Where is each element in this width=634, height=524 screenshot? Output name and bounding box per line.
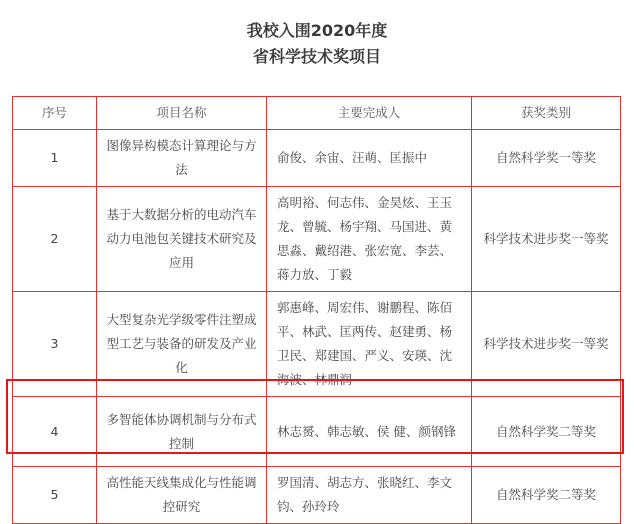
table-row <box>13 292 621 397</box>
row-people: 高明裕、何志伟、金昊炫、王玉龙、曾毓、杨宇翔、马国进、黄思淼、戴绍港、张宏宽、李芸、蒋力放、丁毅 <box>267 187 472 292</box>
table-row <box>13 130 621 187</box>
row-type: 自然科学奖一等奖 <box>472 130 621 187</box>
row-people: 郭惠峰、周宏伟、谢鹏程、陈佰平、林武、匡两传、赵建勇、杨卫民、郑建国、严义、安瑛、沈海波、林鼎润 <box>267 292 472 397</box>
table-header-row <box>13 97 621 130</box>
row-people: 俞俊、余宙、汪萌、匡振中 <box>267 130 472 187</box>
row-name: 多智能体协调机制与分布式控制 <box>97 397 267 467</box>
header-type: 获奖类别 <box>472 97 621 130</box>
row-name: 基于大数据分析的电动汽车动力电池包关键技术研究及应用 <box>97 187 267 292</box>
row-type: 科学技术进步奖一等奖 <box>472 292 621 397</box>
row-type: 自然科学奖二等奖 <box>472 467 621 524</box>
row-people: 林志赟、韩志敏、侯 健、颜钢锋 <box>267 397 472 467</box>
header-name: 项目名称 <box>97 97 267 130</box>
row-no: 2 <box>13 187 97 292</box>
row-name: 高性能天线集成化与性能调控研究 <box>97 467 267 524</box>
title-line-2: 省科学技术奖项目 <box>252 47 381 66</box>
header-no: 序号 <box>13 97 97 130</box>
row-type: 自然科学奖二等奖 <box>472 397 621 467</box>
row-people: 罗国清、胡志方、张晓红、李文钧、孙玲玲 <box>267 467 472 524</box>
table-row <box>13 187 621 292</box>
page-title <box>0 18 634 70</box>
title-line-1: 我校入围2020年度 <box>246 21 388 40</box>
table-row <box>13 397 621 467</box>
row-no: 1 <box>13 130 97 187</box>
awards-table <box>12 96 621 524</box>
row-no: 3 <box>13 292 97 397</box>
header-people: 主要完成人 <box>267 97 472 130</box>
row-no: 4 <box>13 397 97 467</box>
row-name: 图像异构模态计算理论与方法 <box>97 130 267 187</box>
row-no: 5 <box>13 467 97 524</box>
row-type: 科学技术进步奖一等奖 <box>472 187 621 292</box>
row-name: 大型复杂光学级零件注塑成型工艺与装备的研发及产业化 <box>97 292 267 397</box>
